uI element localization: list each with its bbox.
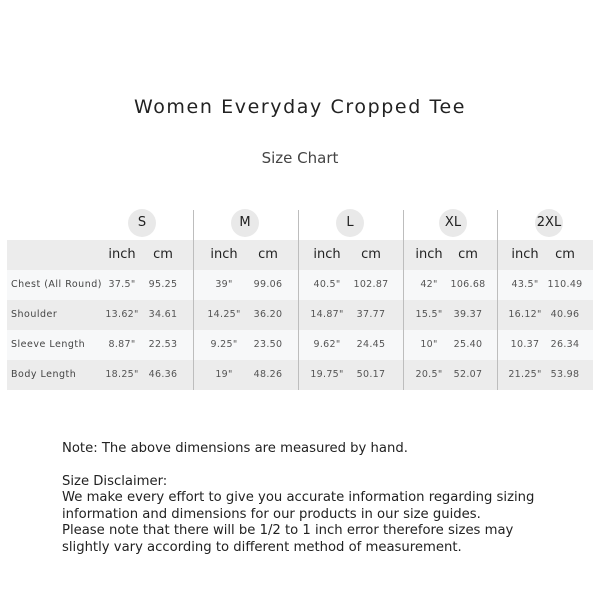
disclaimer-line: slightly vary according to different method of measurement. bbox=[62, 539, 462, 555]
cell-inch: 18.25" bbox=[105, 369, 139, 380]
disclaimer-line: We make every effort to give you accurate information regarding sizing bbox=[62, 490, 535, 505]
size-badge-m: M bbox=[231, 209, 259, 237]
cell-inch: 37.5" bbox=[108, 279, 136, 290]
cell-cm: 25.40 bbox=[453, 339, 483, 350]
cell-cm: 102.87 bbox=[353, 279, 389, 290]
cell-cm: 50.17 bbox=[356, 369, 386, 380]
cell-cm: 26.34 bbox=[550, 339, 580, 350]
size-badge-2xl: 2XL bbox=[535, 209, 563, 237]
cell-cm: 24.45 bbox=[356, 339, 386, 350]
page-subtitle: Size Chart bbox=[261, 149, 339, 167]
cell-inch: 10.37 bbox=[510, 339, 540, 350]
cell-cm: 52.07 bbox=[453, 369, 483, 380]
disclaimer-line: Please note that there will be 1/2 to 1 inch error therefore sizes may bbox=[62, 523, 514, 538]
disclaimer-title: Size Disclaimer: bbox=[62, 473, 168, 489]
cell-inch: 9.25" bbox=[210, 339, 238, 350]
size-badge-s: S bbox=[128, 209, 156, 237]
row-label: Shoulder bbox=[11, 309, 58, 320]
cell-cm: 106.68 bbox=[450, 279, 486, 290]
cell-cm: 40.96 bbox=[550, 309, 580, 320]
column-divider bbox=[298, 210, 299, 390]
column-divider bbox=[403, 210, 404, 390]
cell-inch: 10" bbox=[420, 339, 438, 350]
size-badge-l: L bbox=[336, 209, 364, 237]
cell-cm: 46.36 bbox=[148, 369, 178, 380]
unit-inch: inch bbox=[313, 247, 341, 262]
cell-inch: 19" bbox=[215, 369, 233, 380]
cell-inch: 40.5" bbox=[313, 279, 341, 290]
cell-inch: 15.5" bbox=[415, 309, 443, 320]
disclaimer-line: information and dimensions for our products in our size guides. bbox=[62, 506, 481, 522]
unit-cm: cm bbox=[458, 247, 478, 262]
table-row-sleeve-length bbox=[7, 330, 593, 360]
unit-inch: inch bbox=[108, 247, 136, 262]
measurement-note: Note: The above dimensions are measured by hand. bbox=[62, 441, 408, 456]
unit-inch: inch bbox=[511, 247, 539, 262]
cell-cm: 99.06 bbox=[253, 279, 283, 290]
unit-cm: cm bbox=[153, 247, 173, 262]
unit-cm: cm bbox=[361, 247, 381, 262]
cell-cm: 110.49 bbox=[547, 279, 583, 290]
cell-inch: 14.87" bbox=[310, 309, 344, 320]
table-row-body-length bbox=[7, 360, 593, 390]
cell-cm: 36.20 bbox=[253, 309, 283, 320]
row-label: Body Length bbox=[11, 369, 77, 380]
row-label: Sleeve Length bbox=[11, 339, 86, 350]
notes-section bbox=[62, 441, 592, 556]
cell-inch: 39" bbox=[215, 279, 233, 290]
cell-inch: 20.5" bbox=[415, 369, 443, 380]
cell-cm: 39.37 bbox=[453, 309, 483, 320]
cell-cm: 53.98 bbox=[550, 369, 580, 380]
page-title: Women Everyday Cropped Tee bbox=[133, 96, 467, 118]
cell-cm: 37.77 bbox=[356, 309, 386, 320]
unit-inch: inch bbox=[210, 247, 238, 262]
unit-cm: cm bbox=[555, 247, 575, 262]
cell-inch: 19.75" bbox=[310, 369, 344, 380]
cell-cm: 34.61 bbox=[148, 309, 178, 320]
size-header-row bbox=[7, 207, 593, 240]
unit-cm: cm bbox=[258, 247, 278, 262]
cell-inch: 21.25" bbox=[508, 369, 542, 380]
cell-inch: 9.62" bbox=[313, 339, 341, 350]
row-label: Chest (All Round) bbox=[11, 279, 102, 290]
cell-inch: 16.12" bbox=[508, 309, 542, 320]
cell-inch: 8.87" bbox=[108, 339, 136, 350]
size-badge-xl: XL bbox=[439, 209, 467, 237]
unit-inch: inch bbox=[415, 247, 443, 262]
cell-inch: 42" bbox=[420, 279, 438, 290]
table-row-shoulder bbox=[7, 300, 593, 330]
cell-cm: 95.25 bbox=[148, 279, 178, 290]
cell-inch: 43.5" bbox=[511, 279, 539, 290]
cell-inch: 13.62" bbox=[105, 309, 139, 320]
cell-inch: 14.25" bbox=[207, 309, 241, 320]
cell-cm: 22.53 bbox=[148, 339, 178, 350]
column-divider bbox=[497, 210, 498, 390]
cell-cm: 48.26 bbox=[253, 369, 283, 380]
cell-cm: 23.50 bbox=[253, 339, 283, 350]
table-row-chest bbox=[7, 270, 593, 300]
unit-header-row bbox=[7, 240, 593, 270]
column-divider bbox=[193, 210, 194, 390]
